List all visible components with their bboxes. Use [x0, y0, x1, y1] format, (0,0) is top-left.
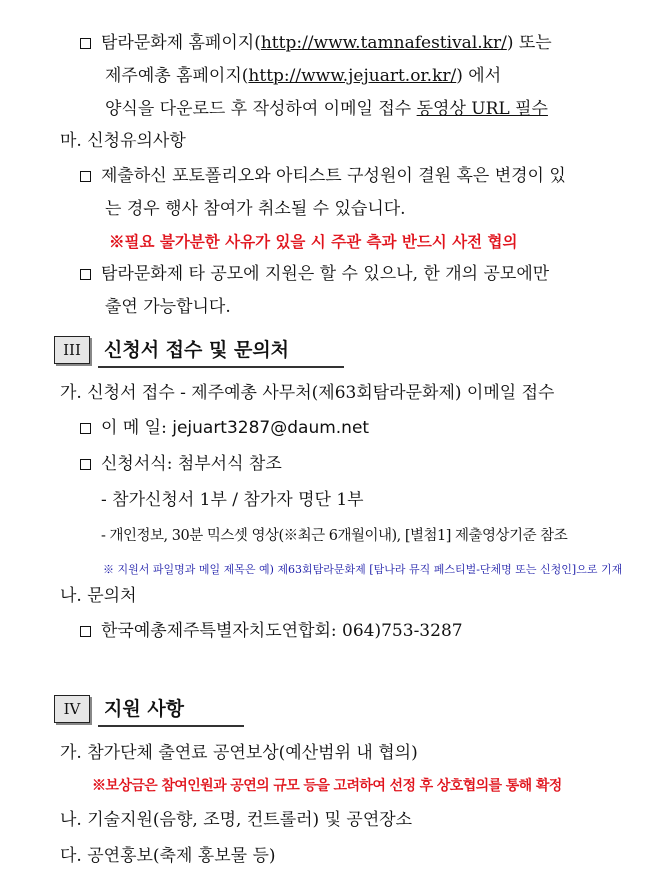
bullet-text: 제출하신 포토폴리오와 아티스트 구성원이 결원 혹은 변경이 있	[101, 166, 566, 186]
item-da-promo: 다. 공연홍보(축제 홍보물 등)	[60, 846, 276, 866]
section-3-number: III	[54, 336, 90, 364]
bullet-text: 신청서식: 첨부서식 참조	[101, 454, 282, 474]
detail-documents: - 참가신청서 1부 / 참가자 명단 1부	[101, 490, 364, 510]
bullet-text: 탐라문화제 타 공모에 지원은 할 수 있으나, 한 개의 공모에만	[101, 264, 550, 284]
checkbox-bullet-icon	[80, 423, 91, 434]
file-name-note: ※ 지원서 파일명과 메일 제목은 예) 제63회탐라문화제 [탐나라 뮤직 페스티벌-단체명 또는 신청인]으로 기재	[103, 563, 623, 576]
section-4-title: 지원 사항	[104, 698, 185, 720]
bullet-text: 제주예총 홈페이지(	[105, 66, 249, 86]
notice-consult: ※필요 불가분한 사유가 있을 시 주관 측과 반드시 사전 협의	[109, 232, 518, 251]
jejuart-link[interactable]: http://www.jejuart.or.kr/	[248, 66, 457, 86]
checkbox-bullet-icon	[80, 626, 91, 637]
video-url-required: 동영상 URL 필수	[416, 99, 548, 119]
bullet-homepage-3	[105, 97, 548, 121]
checkbox-bullet-icon	[80, 38, 91, 49]
bullet-portfolio-1	[80, 164, 566, 188]
detail-video: - 개인정보, 30분 믹스셋 영상(※최근 6개월이내), [별첨1] 제출영상기준 참조	[101, 528, 568, 544]
reward-note: ※보상금은 참여인원과 공연의 규모 등을 고려하여 선정 후 상호협의를 통해 확정	[92, 778, 562, 794]
section-3-underline	[98, 366, 344, 368]
bullet-text: ) 또는	[506, 33, 552, 53]
section-4-header	[54, 695, 254, 725]
bullet-text: 이 메 일:	[101, 418, 173, 438]
bullet-other-contest-1	[80, 262, 549, 286]
item-ga-fee: 가. 참가단체 출연료 공연보상(예산범위 내 협의)	[60, 743, 418, 763]
email-address: jejuart3287@daum.net	[172, 418, 370, 438]
bullet-text: 한국예총제주특별자치도연합회: 064)753-3287	[101, 621, 463, 641]
item-na-contact: 나. 문의처	[60, 586, 137, 606]
checkbox-bullet-icon	[80, 269, 91, 280]
bullet-form	[80, 452, 282, 476]
bullet-email	[80, 416, 369, 440]
checkbox-bullet-icon	[80, 459, 91, 470]
section-3-title: 신청서 접수 및 문의처	[104, 339, 290, 361]
checkbox-bullet-icon	[80, 171, 91, 182]
section-3-header	[54, 336, 344, 366]
section-4-number: IV	[54, 695, 90, 723]
section-4-underline	[98, 725, 244, 727]
bullet-homepage-1	[80, 31, 552, 55]
item-na-tech: 나. 기술지원(음향, 조명, 컨트롤러) 및 공연장소	[60, 810, 413, 830]
bullet-portfolio-2: 는 경우 행사 참여가 취소될 수 있습니다.	[105, 199, 406, 219]
bullet-text: 양식을 다운로드 후 작성하여 이메일 접수	[105, 99, 417, 119]
tamnafestival-link[interactable]: http://www.tamnafestival.kr/	[260, 33, 507, 53]
bullet-other-contest-2: 출연 가능합니다.	[105, 297, 231, 317]
heading-ma: 마. 신청유의사항	[60, 131, 186, 151]
bullet-text: ) 에서	[456, 66, 502, 86]
item-ga-submission: 가. 신청서 접수 - 제주예총 사무처(제63회탐라문화제) 이메일 접수	[60, 383, 555, 403]
bullet-homepage-2	[105, 64, 501, 88]
bullet-text: 탐라문화제 홈페이지(	[101, 33, 261, 53]
bullet-contact	[80, 619, 463, 643]
